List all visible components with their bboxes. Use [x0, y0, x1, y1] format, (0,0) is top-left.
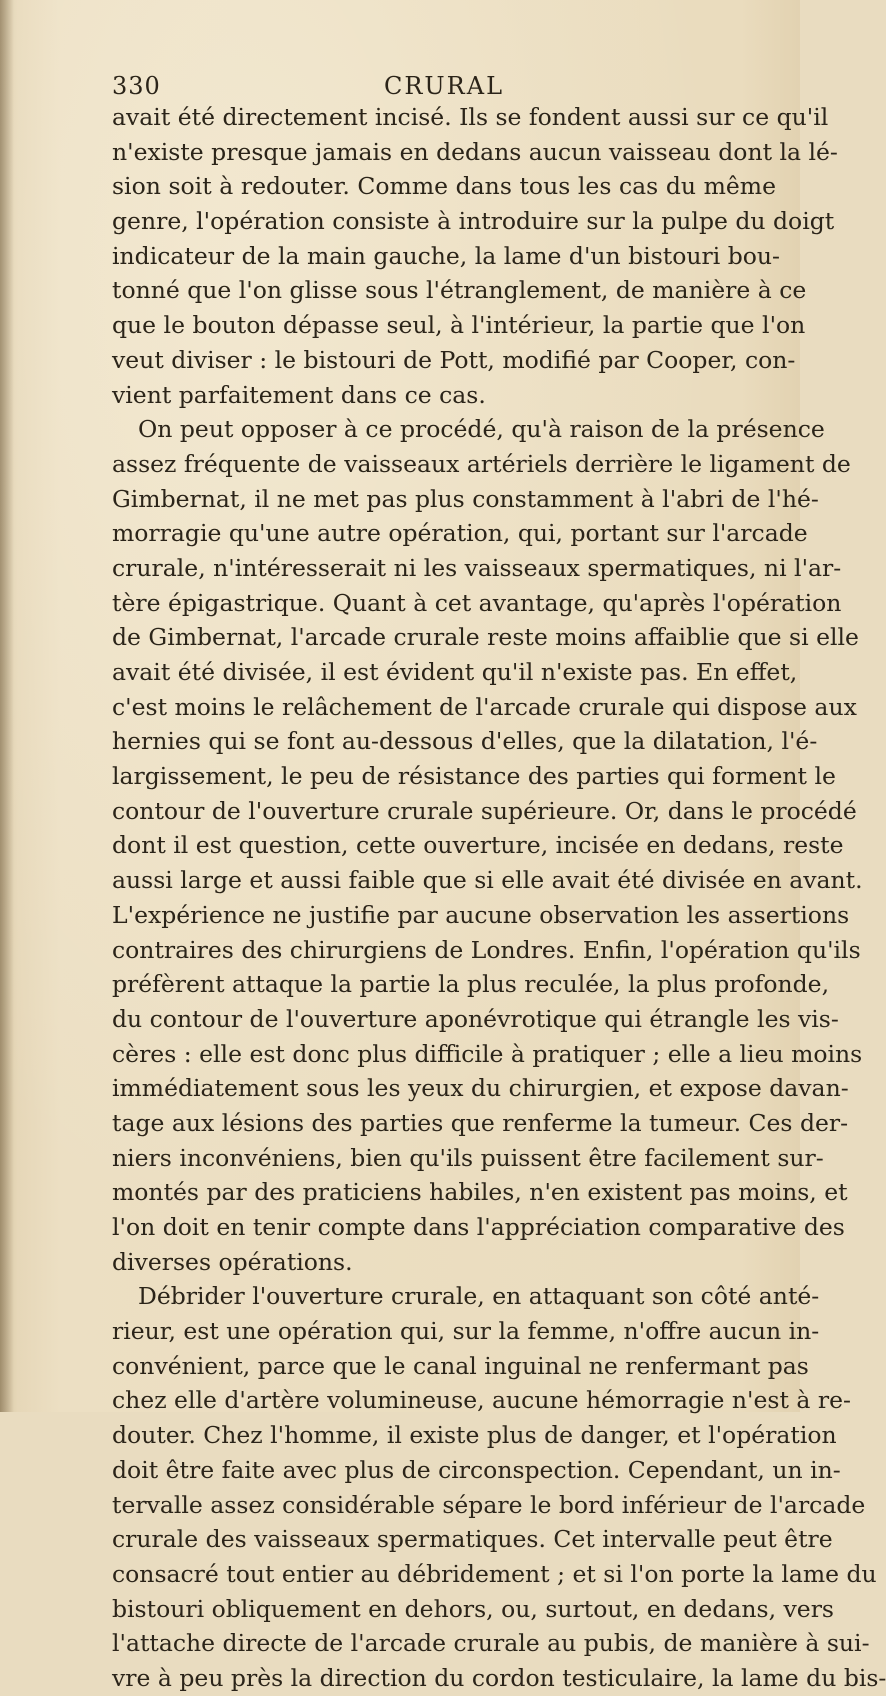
text-line: vre à peu près la direction du cordon testiculaire, la lame du bis-	[112, 1663, 886, 1692]
text-line: chez elle d'artère volumineuse, aucune hémorragie n'est à re-	[112, 1386, 851, 1415]
paragraph	[112, 412, 863, 1279]
text-line: crurale, n'intéresserait ni les vaisseaux spermatiques, ni l'ar-	[112, 553, 842, 582]
text-line: doit être faite avec plus de circonspection. Cependant, un in-	[112, 1455, 841, 1484]
text-line: que le bouton dépasse seul, à l'intérieur, la partie que l'on	[112, 311, 806, 340]
text-line: dont il est question, cette ouverture, incisée en dedans, reste	[112, 831, 844, 860]
paragraph	[112, 100, 838, 412]
text-line: Débrider l'ouverture crurale, en attaquant son côté anté-	[138, 1282, 820, 1311]
text-line: rieur, est une opération qui, sur la femme, n'offre aucun in-	[112, 1317, 820, 1346]
text-line: douter. Chez l'homme, il existe plus de danger, et l'opération	[112, 1421, 837, 1450]
text-line: On peut opposer à ce procédé, qu'à raison de la présence	[138, 415, 825, 444]
text-line: veut diviser : le bistouri de Pott, modifié par Cooper, con-	[112, 345, 796, 374]
binding-shadow	[0, 0, 14, 1412]
page-number: 330	[112, 72, 161, 100]
text-line: niers inconvéniens, bien qu'ils puissent être facilement sur-	[112, 1143, 824, 1172]
text-line: contraires des chirurgiens de Londres. Enfin, l'opération qu'ils	[112, 935, 861, 964]
text-line: du contour de l'ouverture aponévrotique qui étrangle les vis-	[112, 1004, 839, 1033]
text-line: n'existe presque jamais en dedans aucun vaisseau dont la lé-	[112, 137, 838, 166]
paragraph	[112, 1279, 886, 1695]
text-line: L'expérience ne justifie par aucune observation les assertions	[112, 900, 850, 929]
text-line: montés par des praticiens habiles, n'en existent pas moins, et	[112, 1178, 848, 1207]
text-line: de Gimbernat, l'arcade crurale reste moins affaiblie que si elle	[112, 623, 859, 652]
text-line: assez fréquente de vaisseaux artériels derrière le ligament de	[112, 449, 851, 478]
text-line: hernies qui se font au-dessous d'elles, que la dilatation, l'é-	[112, 727, 818, 756]
text-line: morragie qu'une autre opération, qui, portant sur l'arcade	[112, 519, 808, 548]
text-line: largissement, le peu de résistance des parties qui forment le	[112, 762, 836, 791]
text-line: consacré tout entier au débridement ; et si l'on porte la lame du	[112, 1559, 877, 1588]
text-line: crurale des vaisseaux spermatiques. Cet intervalle peut être	[112, 1525, 833, 1554]
text-line: vient parfaitement dans ce cas.	[112, 380, 486, 409]
text-line: immédiatement sous les yeux du chirurgien, et expose davan-	[112, 1074, 849, 1103]
text-line: avait été directement incisé. Ils se fondent aussi sur ce qu'il	[112, 103, 829, 131]
text-line: aussi large et aussi faible que si elle avait été divisée en avant.	[112, 866, 863, 895]
text-line: tère épigastrique. Quant à cet avantage, qu'après l'opération	[112, 588, 842, 617]
running-title: CRURAL	[384, 72, 504, 100]
text-line: Gimbernat, il ne met pas plus constamment à l'abri de l'hé-	[112, 484, 819, 513]
text-line: sion soit à redouter. Comme dans tous les cas du même	[112, 172, 776, 201]
text-line: convénient, parce que le canal inguinal ne renfermant pas	[112, 1351, 809, 1380]
text-line: indicateur de la main gauche, la lame d'un bistouri bou-	[112, 241, 780, 270]
text-line: contour de l'ouverture crurale supérieure. Or, dans le procédé	[112, 796, 857, 825]
text-line: cères : elle est donc plus difficile à pratiquer ; elle a lieu moins	[112, 1039, 863, 1068]
text-line: genre, l'opération consiste à introduire sur la pulpe du doigt	[112, 207, 835, 236]
text-line: diverses opérations.	[112, 1247, 353, 1276]
text-line: avait été divisée, il est évident qu'il n'existe pas. En effet,	[112, 658, 798, 686]
text-line: tervalle assez considérable sépare le bord inférieur de l'arcade	[112, 1490, 866, 1519]
text-line: préfèrent attaque la partie la plus reculée, la plus profonde,	[112, 970, 830, 999]
text-line: l'attache directe de l'arcade crurale au pubis, de manière à sui-	[112, 1629, 870, 1658]
text-line: l'on doit en tenir compte dans l'appréciation comparative des	[112, 1213, 845, 1241]
text-line: tage aux lésions des parties que renferme la tumeur. Ces der-	[112, 1108, 849, 1137]
body-text	[112, 100, 886, 1696]
text-line: c'est moins le relâchement de l'arcade crurale qui dispose aux	[112, 692, 857, 721]
text-line: bistouri obliquement en dehors, ou, surtout, en dedans, vers	[112, 1594, 834, 1623]
text-line: tonné que l'on glisse sous l'étranglement, de manière à ce	[112, 276, 807, 305]
